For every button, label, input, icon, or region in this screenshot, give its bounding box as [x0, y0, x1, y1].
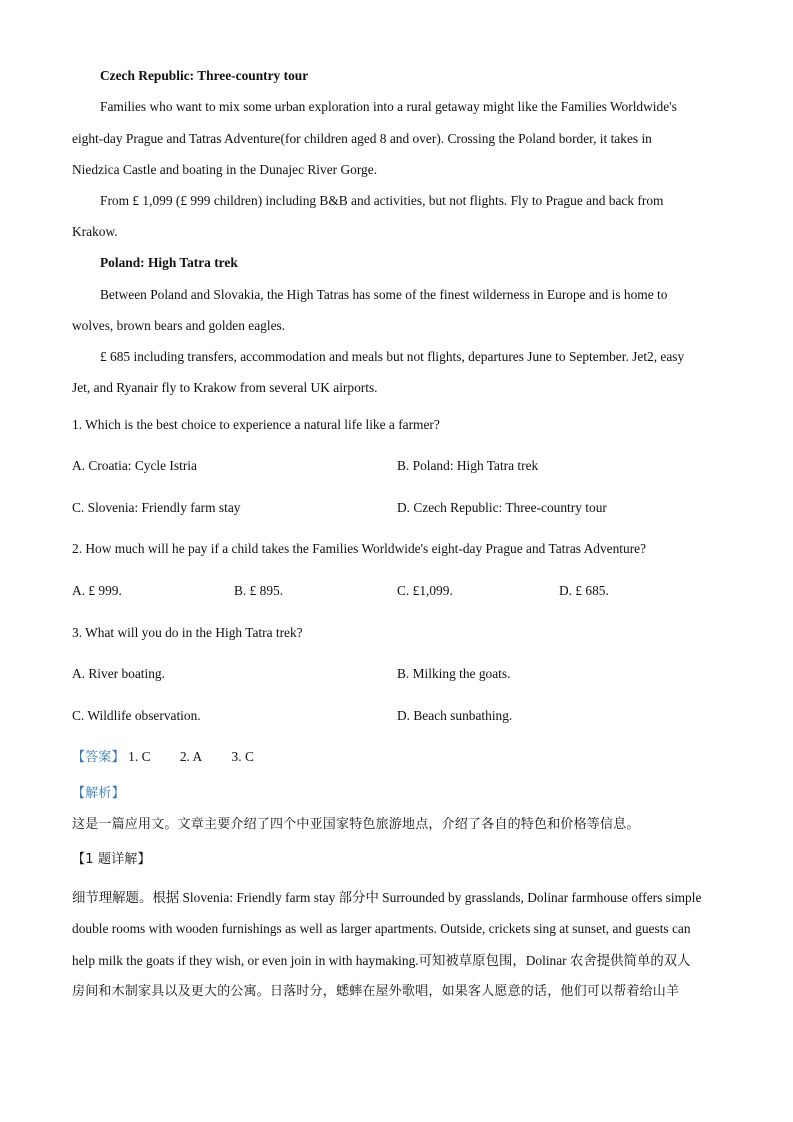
answer-label: 【答案】: [72, 750, 125, 765]
detail-line: help milk the goats if they wish, or even join in with haymaking.可知被草原包围，Dolinar 农舍提供简单的双人: [72, 953, 691, 968]
question-option: C. £1,099.: [397, 583, 453, 598]
question-stem: 3. What will you do in the High Tatra trek?: [72, 625, 303, 640]
paragraph-line: Families who want to mix some urban exploration into a rural getaway might like the Families Worldwide's: [100, 99, 677, 114]
question-option: D. £ 685.: [559, 583, 609, 598]
detail-line: 细节理解题。根据 Slovenia: Friendly farm stay 部分中 Surrounded by grasslands, Dolinar farmhouse offers simple: [72, 890, 702, 905]
answer-item: 1. C: [128, 749, 151, 764]
paragraph-line: Niedzica Castle and boating in the Dunajec River Gorge.: [72, 162, 378, 177]
detail-line: double rooms with wooden furnishings as well as larger apartments. Outside, crickets sing at sunset, and guests can: [72, 921, 691, 936]
section-heading-poland: Poland: High Tatra trek: [100, 255, 238, 270]
answer-line: [72, 748, 280, 767]
analysis-label: 【解析】: [72, 786, 125, 801]
question-option: D. Beach sunbathing.: [397, 708, 513, 723]
detail-line: 房间和木制家具以及更大的公寓。日落时分，蟋蟀在屋外歌唱，如果客人愿意的话，他们可以帮着给山羊: [72, 984, 680, 999]
paragraph-line: £ 685 including transfers, accommodation and meals but not flights, departures June to September. Jet2, easy: [100, 349, 685, 364]
question-option: C. Wildlife observation.: [72, 708, 201, 723]
detail-label: 【1 题详解】: [72, 852, 151, 867]
question-option: B. £ 895.: [234, 583, 284, 598]
answer-item: 3. C: [231, 749, 254, 764]
analysis-summary: 这是一篇应用文。文章主要介绍了四个中亚国家特色旅游地点，介绍了各自的特色和价格等信息。: [72, 817, 640, 832]
question-option: A. River boating.: [72, 666, 165, 681]
question-option: C. Slovenia: Friendly farm stay: [72, 500, 241, 515]
paragraph-line: Between Poland and Slovakia, the High Tatras has some of the finest wilderness in Europe and is home to: [100, 287, 668, 302]
question-stem: 2. How much will he pay if a child takes the Families Worldwide's eight-day Prague and Tatras Adventure?: [72, 541, 647, 556]
question-option: B. Poland: High Tatra trek: [397, 458, 539, 473]
paragraph-line: wolves, brown bears and golden eagles.: [72, 318, 286, 333]
section-heading-czech: Czech Republic: Three-country tour: [100, 68, 309, 83]
question-option: A. £ 999.: [72, 583, 122, 598]
question-option: B. Milking the goats.: [397, 666, 511, 681]
question-option: A. Croatia: Cycle Istria: [72, 458, 197, 473]
question-option: D. Czech Republic: Three-country tour: [397, 500, 607, 515]
paragraph-line: Jet, and Ryanair fly to Krakow from several UK airports.: [72, 380, 378, 395]
question-stem: 1. Which is the best choice to experience a natural life like a farmer?: [72, 417, 440, 432]
answer-item: 2. A: [179, 749, 203, 764]
paragraph-line: From £ 1,099 (£ 999 children) including B&B and activities, but not flights. Fly to Prague and back from: [100, 193, 664, 208]
paragraph-line: Krakow.: [72, 224, 118, 239]
paragraph-line: eight-day Prague and Tatras Adventure(for children aged 8 and over). Crossing the Poland border, it takes in: [72, 131, 652, 146]
